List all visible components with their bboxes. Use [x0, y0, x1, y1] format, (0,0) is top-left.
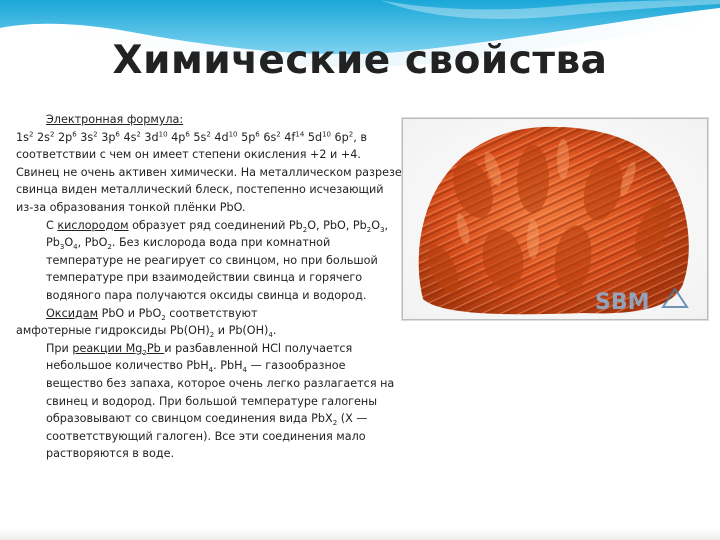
body-text: [16, 111, 404, 463]
svg-text:SBM: SBM: [595, 290, 650, 315]
paragraph-oxygen: С кислородом образует ряд соединений $Pb_2O$, PbO, $Pb_2O_3$, $Pb_3O_4$, PbO$_2$. Без кислорода вода при комнатной температуре не реагирует со свинцом, но при большой температуре при взаимодействии свинца и горячего водяного пара получаются оксиды свинца и водород.: [46, 218, 389, 302]
formula-label: Электронная формула:: [46, 113, 184, 126]
paragraph-oxides: Оксидам PbO и PbO$_2$ соответствуют: [46, 306, 258, 322]
formula-line: $1s^2$ $2s^2$ $2p^6$ $3s^2$ $3p^6$ $4s^2$ $3d^{10}$ $4p^6$ $5s^2$ $4d^{10}$ $5p^6$ $6s^2$ $4f^{14}$ $5d^{10}$ $6p^2$, в: [16, 129, 367, 144]
lead-mineral-photo: [402, 118, 708, 320]
oxygen-link[interactable]: кислородом: [57, 218, 129, 232]
paragraph-reactions: При реакции $Mg_2Pb$ и разбавленной HCl получается небольшое количество PbH$_4$. PbH$_4$ — газообразное вещество без запаха, которое очень легко разлагается на свинец и водород. При большой температуре галогены образовывают со свинцом соединения вида PbX$_2$ (X — соответствующий галоген). Все эти соединения мало растворяются в воде.: [46, 341, 395, 461]
reaction-link[interactable]: реакции $Mg_2Pb$: [72, 341, 165, 357]
crystal-illustration: [403, 119, 707, 319]
footer-bar: [0, 528, 720, 540]
paragraph-hydroxides: амфотерные гидроксиды $Pb(OH)_2$ и $Pb(OH)_4$.: [16, 324, 277, 340]
paragraph-oxidation: соответствии с чем он имеет степени окисления +2 и +4. Свинец не очень активен химически. На металлическом разрезе свинца виден металлический блеск, постепенно исчезающий из-за образования тонкой плёнки PbO.: [16, 148, 402, 214]
oxides-link[interactable]: Оксидам: [46, 306, 99, 320]
slide-title: Химические свойства: [112, 38, 608, 83]
